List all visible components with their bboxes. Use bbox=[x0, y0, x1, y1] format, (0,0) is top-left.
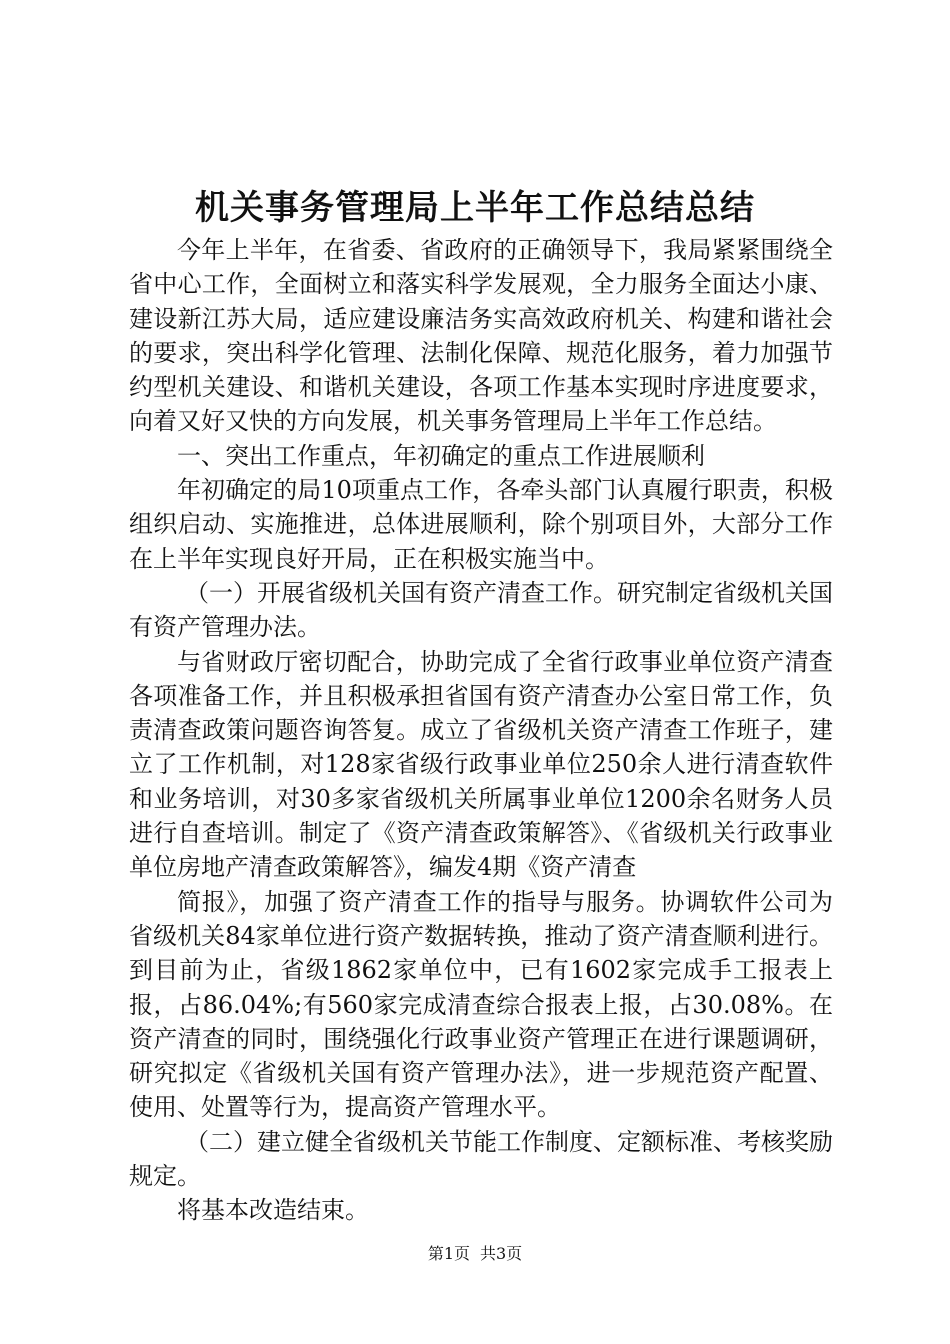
paragraph-intro: 今年上半年，在省委、省政府的正确领导下，我局紧紧围绕全省中心工作，全面树立和落实科学发展观，全力服务全面达小康、建设新江苏大局，适应建设廉洁务实高效政府机关、构建和谐社会的要求，突出科学化管理、法制化保障、规范化服务，着力加强节约型机关建设、和谐机关建设，各项工作基本实现时序进度要求，向着又好又快的方向发展，机关事务管理局上半年工作总结。 bbox=[129, 236, 833, 436]
paragraph-asset-audit-cont: 简报》，加强了资产清查工作的指导与服务。协调软件公司为省级机关84家单位进行资产数据转换，推动了资产清查顺利进行。到目前为止，省级1862家单位中，已有1602家完成手工报表上报，占86.04%;有560家完成清查综合报表上报，占30.08%。在资产清查的同时，围绕强化行政事业资产管理正在进行课题调研，研究拟定《省级机关国有资产管理办法》，进一步规范资产配置、使用、处置等行为，提高资产管理水平。 bbox=[129, 887, 833, 1122]
subsection-heading-1: （一）开展省级机关国有资产清查工作。研究制定省级机关国有资产管理办法。 bbox=[129, 578, 833, 642]
section-heading-1: 一、突出工作重点，年初确定的重点工作进展顺利 bbox=[177, 441, 705, 470]
document-title: 机关事务管理局上半年工作总结总结 bbox=[195, 188, 755, 228]
page-footer bbox=[0, 1242, 950, 1266]
paragraph-closing: 将基本改造结束。 bbox=[177, 1196, 369, 1225]
document-body bbox=[129, 233, 833, 1228]
subsection-heading-2: （二）建立健全省级机关节能工作制度、定额标准、考核奖励规定。 bbox=[129, 1127, 833, 1191]
paragraph-asset-audit: 与省财政厅密切配合，协助完成了全省行政事业单位资产清查各项准备工作，并且积极承担省国有资产清查办公室日常工作，负责清查政策问题咨询答复。成立了省级机关资产清查工作班子，建立了工作机制，对128家省级行政事业单位250余人进行清查软件和业务培训，对30多家省级机关所属事业单位1200余名财务人员进行自查培训。制定了《资产清查政策解答》、《省级机关行政事业单位房地产清查政策解答》，编发4期《资产清查 bbox=[129, 647, 833, 882]
page-number: 第1页 bbox=[427, 1244, 470, 1263]
page-total: 共3页 bbox=[480, 1244, 523, 1263]
paragraph-key-work: 年初确定的局10项重点工作，各牵头部门认真履行职责，积极组织启动、实施推进，总体进展顺利，除个别项目外，大部分工作在上半年实现良好开局，正在积极实施当中。 bbox=[129, 476, 833, 573]
